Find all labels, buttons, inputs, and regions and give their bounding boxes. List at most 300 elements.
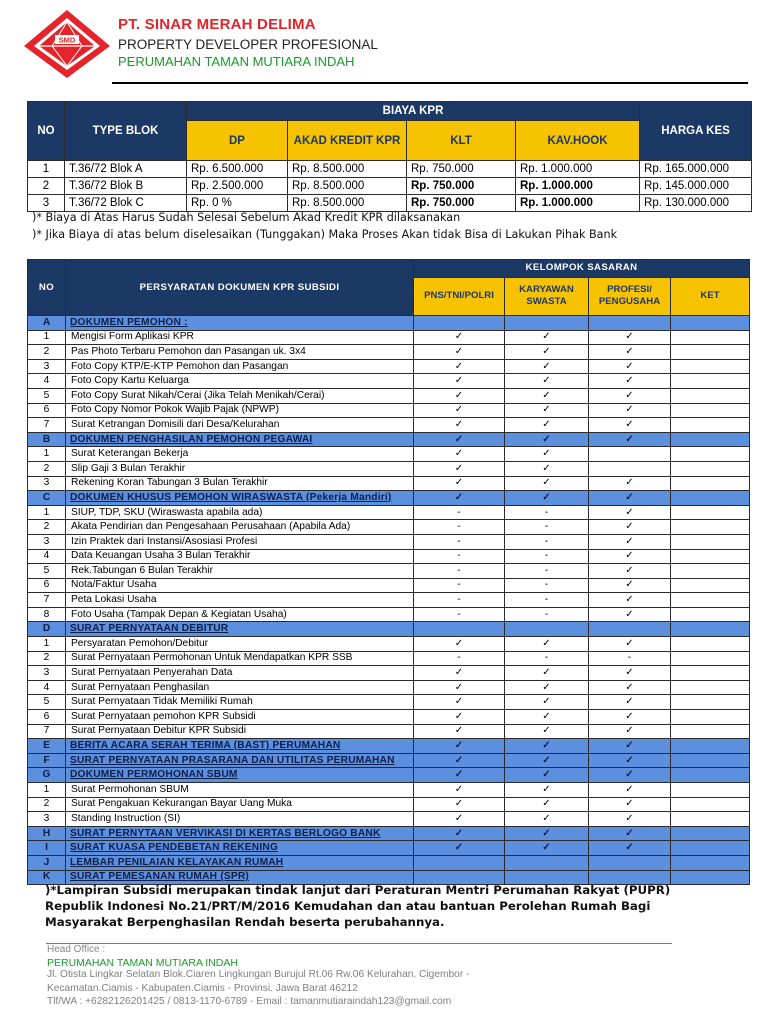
- requirement-label: Surat Pernyataan Debitur KPR Subsidi: [66, 724, 414, 739]
- mark-profesi: ✓: [589, 768, 671, 783]
- item-number: 7: [28, 418, 66, 433]
- item-number: 1: [28, 637, 66, 652]
- mark-profesi: ✓: [589, 418, 671, 433]
- price-header-type: TYPE BLOK: [65, 102, 187, 161]
- price-row: [28, 161, 752, 178]
- footer-address-line-2: Kecamatan.Ciamis - Kabupaten.Ciamis - Provinsi. Jawa Barat 46212: [47, 983, 358, 994]
- logo-text: SMD: [58, 35, 76, 45]
- header-divider: [112, 82, 748, 84]
- mark-pns: ✓: [414, 797, 505, 812]
- mark-profesi: ✓: [589, 330, 671, 345]
- section-title: DOKUMEN PERMOHONAN SBUM: [66, 768, 414, 783]
- mark-ket: [671, 359, 750, 374]
- price-table: [27, 101, 752, 212]
- requirement-row: [28, 564, 750, 579]
- mark-karyawan: ✓: [505, 447, 589, 462]
- mark-ket: [671, 753, 750, 768]
- section-letter: F: [28, 753, 66, 768]
- mark-pns: -: [414, 564, 505, 579]
- requirement-row: [28, 637, 750, 652]
- mark-profesi: ✓: [589, 841, 671, 856]
- mark-pns: -: [414, 607, 505, 622]
- mark-profesi: ✓: [589, 491, 671, 506]
- mark-karyawan: ✓: [505, 680, 589, 695]
- item-number: 4: [28, 374, 66, 389]
- mark-profesi: ✓: [589, 812, 671, 827]
- item-number: 8: [28, 607, 66, 622]
- price-cell-no: 2: [28, 178, 65, 195]
- price-cell-type: T.36/72 Blok C: [65, 195, 187, 212]
- section-letter: J: [28, 855, 66, 870]
- mark-karyawan: ✓: [505, 739, 589, 754]
- mark-pns: ✓: [414, 447, 505, 462]
- price-header-klt: KLT: [407, 121, 516, 161]
- mark-profesi: ✓: [589, 403, 671, 418]
- price-header-dp: DP: [187, 121, 288, 161]
- mark-ket: [671, 783, 750, 798]
- requirement-row: [28, 374, 750, 389]
- mark-pns: ✓: [414, 491, 505, 506]
- price-cell-type: T.36/72 Blok A: [65, 161, 187, 178]
- section-title: DOKUMEN PEMOHON :: [66, 316, 414, 331]
- mark-pns: ✓: [414, 724, 505, 739]
- section-letter: A: [28, 316, 66, 331]
- mark-karyawan: ✓: [505, 826, 589, 841]
- mark-karyawan: -: [505, 607, 589, 622]
- mark-karyawan: ✓: [505, 374, 589, 389]
- section-letter: H: [28, 826, 66, 841]
- requirement-label: Foto Copy Kartu Keluarga: [66, 374, 414, 389]
- requirement-row: [28, 534, 750, 549]
- doc-header-profesi: PROFESI/ PENGUSAHA: [589, 277, 671, 315]
- mark-ket: [671, 491, 750, 506]
- mark-karyawan: -: [505, 564, 589, 579]
- mark-ket: [671, 564, 750, 579]
- mark-pns: ✓: [414, 695, 505, 710]
- mark-karyawan: -: [505, 520, 589, 535]
- mark-profesi: [589, 447, 671, 462]
- mark-pns: ✓: [414, 783, 505, 798]
- mark-profesi: [589, 622, 671, 637]
- section-row: [28, 432, 750, 447]
- mark-profesi: ✓: [589, 359, 671, 374]
- mark-karyawan: ✓: [505, 797, 589, 812]
- section-letter: I: [28, 841, 66, 856]
- price-cell-dp: Rp. 0 %: [187, 195, 288, 212]
- price-cell-type: T.36/72 Blok B: [65, 178, 187, 195]
- mark-ket: [671, 578, 750, 593]
- mark-ket: [671, 447, 750, 462]
- company-tagline: PROPERTY DEVELOPER PROFESIONAL: [118, 37, 378, 52]
- price-cell-no: 1: [28, 161, 65, 178]
- mark-karyawan: -: [505, 549, 589, 564]
- section-title: BERITA ACARA SERAH TERIMA (BAST) PERUMAHAN: [66, 739, 414, 754]
- requirement-label: Foto Usaha (Tampak Depan & Kegiatan Usaha): [66, 607, 414, 622]
- mark-pns: -: [414, 534, 505, 549]
- mark-ket: [671, 432, 750, 447]
- section-title: DOKUMEN KHUSUS PEMOHON WIRASWASTA (Pekerja Mandiri): [66, 491, 414, 506]
- mark-ket: [671, 388, 750, 403]
- mark-profesi: ✓: [589, 739, 671, 754]
- mark-karyawan: ✓: [505, 724, 589, 739]
- mark-ket: [671, 739, 750, 754]
- mark-ket: [671, 549, 750, 564]
- requirement-row: [28, 695, 750, 710]
- item-number: 2: [28, 520, 66, 535]
- mark-ket: [671, 680, 750, 695]
- company-logo: [22, 8, 112, 80]
- mark-profesi: ✓: [589, 826, 671, 841]
- mark-karyawan: -: [505, 578, 589, 593]
- requirement-label: Surat Keterangan Bekerja: [66, 447, 414, 462]
- price-header-kav: KAV.HOOK: [516, 121, 640, 161]
- requirement-label: Persyaratan Pemohon/Debitur: [66, 637, 414, 652]
- mark-karyawan: ✓: [505, 637, 589, 652]
- section-letter: E: [28, 739, 66, 754]
- requirement-row: [28, 549, 750, 564]
- requirement-row: [28, 710, 750, 725]
- mark-karyawan: ✓: [505, 812, 589, 827]
- price-cell-harga: Rp. 145.000.000: [640, 178, 752, 195]
- item-number: 4: [28, 680, 66, 695]
- mark-pns: ✓: [414, 403, 505, 418]
- mark-profesi: [589, 461, 671, 476]
- requirement-label: Foto Copy KTP/E-KTP Pemohon dan Pasangan: [66, 359, 414, 374]
- mark-profesi: -: [589, 651, 671, 666]
- mark-ket: [671, 461, 750, 476]
- requirement-label: Surat Pernyataan Penyerahan Data: [66, 666, 414, 681]
- section-row: [28, 841, 750, 856]
- item-number: 5: [28, 564, 66, 579]
- mark-karyawan: ✓: [505, 476, 589, 491]
- price-note-2: )* Jika Biaya di atas belum diselesaikan (Tunggakan) Maka Proses Akan tidak Bisa di Lakukan Pihak Bank: [32, 228, 618, 241]
- price-note-1: )* Biaya di Atas Harus Sudah Selesai Sebelum Akad Kredit KPR dilaksanakan: [32, 211, 461, 224]
- item-number: 2: [28, 345, 66, 360]
- mark-ket: [671, 534, 750, 549]
- mark-pns: [414, 316, 505, 331]
- requirement-row: [28, 578, 750, 593]
- item-number: 4: [28, 549, 66, 564]
- mark-karyawan: -: [505, 505, 589, 520]
- requirement-row: [28, 680, 750, 695]
- mark-ket: [671, 593, 750, 608]
- mark-ket: [671, 403, 750, 418]
- mark-ket: [671, 637, 750, 652]
- mark-profesi: ✓: [589, 564, 671, 579]
- mark-pns: ✓: [414, 432, 505, 447]
- section-row: [28, 855, 750, 870]
- mark-profesi: ✓: [589, 607, 671, 622]
- mark-profesi: [589, 855, 671, 870]
- mark-profesi: ✓: [589, 374, 671, 389]
- requirement-row: [28, 403, 750, 418]
- mark-profesi: ✓: [589, 797, 671, 812]
- mark-karyawan: ✓: [505, 330, 589, 345]
- item-number: 5: [28, 388, 66, 403]
- mark-pns: -: [414, 578, 505, 593]
- section-title: DOKUMEN PENGHASILAN PEMOHON PEGAWAI: [66, 432, 414, 447]
- item-number: 3: [28, 812, 66, 827]
- item-number: 3: [28, 666, 66, 681]
- requirement-label: Surat Permohonan SBUM: [66, 783, 414, 798]
- price-cell-harga: Rp. 130.000.000: [640, 195, 752, 212]
- mark-profesi: [589, 316, 671, 331]
- section-row: [28, 622, 750, 637]
- mark-pns: -: [414, 505, 505, 520]
- requirement-label: Foto Copy Nomor Pokok Wajib Pajak (NPWP): [66, 403, 414, 418]
- requirement-label: Nota/Faktur Usaha: [66, 578, 414, 593]
- requirement-row: [28, 461, 750, 476]
- section-title: SURAT KUASA PENDEBETAN REKENING: [66, 841, 414, 856]
- price-cell-no: 3: [28, 195, 65, 212]
- requirement-label: Rekening Koran Tabungan 3 Bulan Terakhir: [66, 476, 414, 491]
- section-row: [28, 768, 750, 783]
- price-cell-akad: Rp. 8.500.000: [288, 178, 407, 195]
- company-name: PT. SINAR MERAH DELIMA: [118, 16, 316, 33]
- mark-karyawan: [505, 316, 589, 331]
- mark-profesi: ✓: [589, 534, 671, 549]
- mark-pns: ✓: [414, 359, 505, 374]
- mark-profesi: ✓: [589, 476, 671, 491]
- mark-ket: [671, 607, 750, 622]
- mark-pns: -: [414, 549, 505, 564]
- mark-ket: [671, 418, 750, 433]
- mark-karyawan: ✓: [505, 403, 589, 418]
- requirement-row: [28, 345, 750, 360]
- mark-pns: ✓: [414, 768, 505, 783]
- price-row: [28, 195, 752, 212]
- mark-pns: ✓: [414, 666, 505, 681]
- requirement-label: Rek.Tabungan 6 Bulan Terakhir: [66, 564, 414, 579]
- mark-karyawan: ✓: [505, 695, 589, 710]
- requirement-row: [28, 593, 750, 608]
- mark-profesi: ✓: [589, 695, 671, 710]
- mark-pns: -: [414, 520, 505, 535]
- item-number: 6: [28, 403, 66, 418]
- item-number: 2: [28, 651, 66, 666]
- item-number: 2: [28, 461, 66, 476]
- mark-karyawan: ✓: [505, 491, 589, 506]
- requirement-label: Akata Pendirian dan Pengesahaan Perusahaan (Apabila Ada): [66, 520, 414, 535]
- requirement-row: [28, 607, 750, 622]
- requirement-row: [28, 724, 750, 739]
- section-letter: D: [28, 622, 66, 637]
- mark-profesi: ✓: [589, 345, 671, 360]
- requirement-row: [28, 505, 750, 520]
- mark-profesi: ✓: [589, 593, 671, 608]
- mark-karyawan: ✓: [505, 359, 589, 374]
- requirement-row: [28, 418, 750, 433]
- item-number: 1: [28, 505, 66, 520]
- mark-ket: [671, 855, 750, 870]
- requirement-row: [28, 476, 750, 491]
- doc-header-pns: PNS/TNI/POLRI: [414, 277, 505, 315]
- requirement-row: [28, 666, 750, 681]
- mark-pns: ✓: [414, 418, 505, 433]
- section-row: [28, 753, 750, 768]
- mark-pns: ✓: [414, 753, 505, 768]
- requirement-label: Surat Pernyataan Permohonan Untuk Mendapatkan KPR SSB: [66, 651, 414, 666]
- requirement-label: Mengisi Form Aplikasi KPR: [66, 330, 414, 345]
- requirement-label: Surat Ketrangan Domisili dari Desa/Kelurahan: [66, 418, 414, 433]
- requirement-label: Standing Instruction (SI): [66, 812, 414, 827]
- requirement-label: Slip Gaji 3 Bulan Terakhir: [66, 461, 414, 476]
- item-number: 3: [28, 534, 66, 549]
- item-number: 1: [28, 783, 66, 798]
- price-cell-kav: Rp. 1.000.000: [516, 178, 640, 195]
- mark-ket: [671, 622, 750, 637]
- requirement-row: [28, 651, 750, 666]
- price-header-biaya: BIAYA KPR: [187, 102, 640, 121]
- item-number: 1: [28, 447, 66, 462]
- footer-contact: Tlf/WA : +6282126201425 / 0813-1170-6789 - Email : tamanmutiaraindah123@gmail.com: [47, 996, 452, 1007]
- mark-ket: [671, 316, 750, 331]
- requirement-label: Pas Photo Terbaru Pemohon dan Pasangan uk. 3x4: [66, 345, 414, 360]
- document-requirements-table: [27, 259, 750, 885]
- mark-profesi: ✓: [589, 666, 671, 681]
- mark-profesi: ✓: [589, 680, 671, 695]
- mark-karyawan: ✓: [505, 768, 589, 783]
- requirement-label: Peta Lokasi Usaha: [66, 593, 414, 608]
- mark-pns: [414, 622, 505, 637]
- mark-ket: [671, 374, 750, 389]
- mark-pns: ✓: [414, 739, 505, 754]
- mark-ket: [671, 666, 750, 681]
- mark-karyawan: [505, 855, 589, 870]
- section-title: LEMBAR PENILAIAN KELAYAKAN RUMAH: [66, 855, 414, 870]
- mark-profesi: ✓: [589, 432, 671, 447]
- mark-ket: [671, 651, 750, 666]
- requirement-row: [28, 783, 750, 798]
- item-number: 1: [28, 330, 66, 345]
- footer-company-name: PERUMAHAN TAMAN MUTIARA INDAH: [47, 957, 238, 969]
- mark-pns: ✓: [414, 826, 505, 841]
- mark-pns: [414, 855, 505, 870]
- mark-profesi: ✓: [589, 505, 671, 520]
- mark-pns: ✓: [414, 680, 505, 695]
- mark-ket: [671, 724, 750, 739]
- requirement-row: [28, 520, 750, 535]
- section-row: [28, 826, 750, 841]
- requirement-label: Izin Praktek dari Instansi/Asosiasi Profesi: [66, 534, 414, 549]
- mark-karyawan: -: [505, 534, 589, 549]
- mark-karyawan: ✓: [505, 841, 589, 856]
- price-cell-kav: Rp. 1.000.000: [516, 161, 640, 178]
- mark-pns: ✓: [414, 637, 505, 652]
- section-letter: G: [28, 768, 66, 783]
- requirement-row: [28, 797, 750, 812]
- mark-ket: [671, 768, 750, 783]
- item-number: 2: [28, 797, 66, 812]
- mark-pns: -: [414, 651, 505, 666]
- price-cell-klt: Rp. 750.000: [407, 161, 516, 178]
- section-title: SURAT PERNYATAAN PRASARANA DAN UTILITAS PERUMAHAN: [66, 753, 414, 768]
- section-row: [28, 491, 750, 506]
- price-cell-klt: Rp. 750.000: [407, 178, 516, 195]
- mark-pns: ✓: [414, 476, 505, 491]
- price-header-harga: HARGA KES: [640, 102, 752, 161]
- doc-header-no: NO: [28, 260, 66, 316]
- section-title: SURAT PERNYTAAN VERVIKASI DI KERTAS BERLOGO BANK: [66, 826, 414, 841]
- mark-karyawan: ✓: [505, 345, 589, 360]
- requirement-label: Surat Pernyataan Tidak Memiliki Rumah: [66, 695, 414, 710]
- requirement-label: Surat Pernyataan Penghasilan: [66, 680, 414, 695]
- section-row: [28, 316, 750, 331]
- mark-ket: [671, 695, 750, 710]
- mark-karyawan: ✓: [505, 388, 589, 403]
- section-letter: B: [28, 432, 66, 447]
- section-row: [28, 739, 750, 754]
- mark-karyawan: ✓: [505, 432, 589, 447]
- mark-profesi: ✓: [589, 549, 671, 564]
- mark-karyawan: ✓: [505, 418, 589, 433]
- item-number: 3: [28, 359, 66, 374]
- mark-pns: -: [414, 593, 505, 608]
- item-number: 5: [28, 695, 66, 710]
- footer-divider: [46, 943, 672, 944]
- mark-pns: ✓: [414, 461, 505, 476]
- footer-address-line-1: Jl. Otista Lingkar Selatan Blok.Ciaren Lingkungan Burujul Rt.06 Rw.06 Kelurahan. Cigembor -: [47, 969, 470, 980]
- requirement-label: SIUP, TDP, SKU (Wiraswasta apabila ada): [66, 505, 414, 520]
- requirement-row: [28, 388, 750, 403]
- price-cell-dp: Rp. 2.500.000: [187, 178, 288, 195]
- requirement-row: [28, 447, 750, 462]
- requirement-row: [28, 812, 750, 827]
- mark-profesi: ✓: [589, 637, 671, 652]
- section-letter: C: [28, 491, 66, 506]
- mark-karyawan: -: [505, 651, 589, 666]
- price-cell-akad: Rp. 8.500.000: [288, 195, 407, 212]
- mark-profesi: ✓: [589, 388, 671, 403]
- mark-profesi: ✓: [589, 520, 671, 535]
- mark-ket: [671, 710, 750, 725]
- item-number: 6: [28, 578, 66, 593]
- mark-karyawan: [505, 622, 589, 637]
- price-header-no: NO: [28, 102, 65, 161]
- mark-ket: [671, 330, 750, 345]
- mark-profesi: ✓: [589, 578, 671, 593]
- mark-ket: [671, 797, 750, 812]
- price-cell-akad: Rp. 8.500.000: [288, 161, 407, 178]
- price-cell-klt: Rp. 750.000: [407, 195, 516, 212]
- mark-pns: ✓: [414, 345, 505, 360]
- mark-karyawan: -: [505, 593, 589, 608]
- requirement-row: [28, 330, 750, 345]
- project-name: PERUMAHAN TAMAN MUTIARA INDAH: [118, 54, 355, 69]
- section-title: SURAT PEMESANAN RUMAH (SPR): [66, 870, 414, 885]
- doc-header-group: KELOMPOK SASARAN: [414, 260, 750, 278]
- item-number: 7: [28, 593, 66, 608]
- mark-karyawan: ✓: [505, 666, 589, 681]
- mark-pns: ✓: [414, 841, 505, 856]
- mark-karyawan: ✓: [505, 710, 589, 725]
- mark-pns: ✓: [414, 812, 505, 827]
- doc-header-karyawan: KARYAWAN SWASTA: [505, 277, 589, 315]
- requirement-label: Surat Pernyataan pemohon KPR Subsidi: [66, 710, 414, 725]
- mark-ket: [671, 520, 750, 535]
- mark-profesi: ✓: [589, 783, 671, 798]
- subsidy-footnote: )*Lampiran Subsidi merupakan tindak lanjut dari Peraturan Mentri Perumahan Rakyat (PUPR) Republik Indonesi No.21/PRT/M/2016 Kemudahan dan atau bantuan Perolehan Rumah Bagi Masyarakat Berpenghasilan Rendah beserta perubahannya.: [45, 883, 671, 929]
- mark-profesi: ✓: [589, 753, 671, 768]
- mark-pns: ✓: [414, 330, 505, 345]
- mark-karyawan: ✓: [505, 783, 589, 798]
- section-title: SURAT PERNYATAAN DEBITUR: [66, 622, 414, 637]
- head-office-label: Head Office :: [47, 944, 106, 955]
- mark-pns: ✓: [414, 388, 505, 403]
- mark-karyawan: ✓: [505, 753, 589, 768]
- section-letter: K: [28, 870, 66, 885]
- price-header-akad: AKAD KREDIT KPR: [288, 121, 407, 161]
